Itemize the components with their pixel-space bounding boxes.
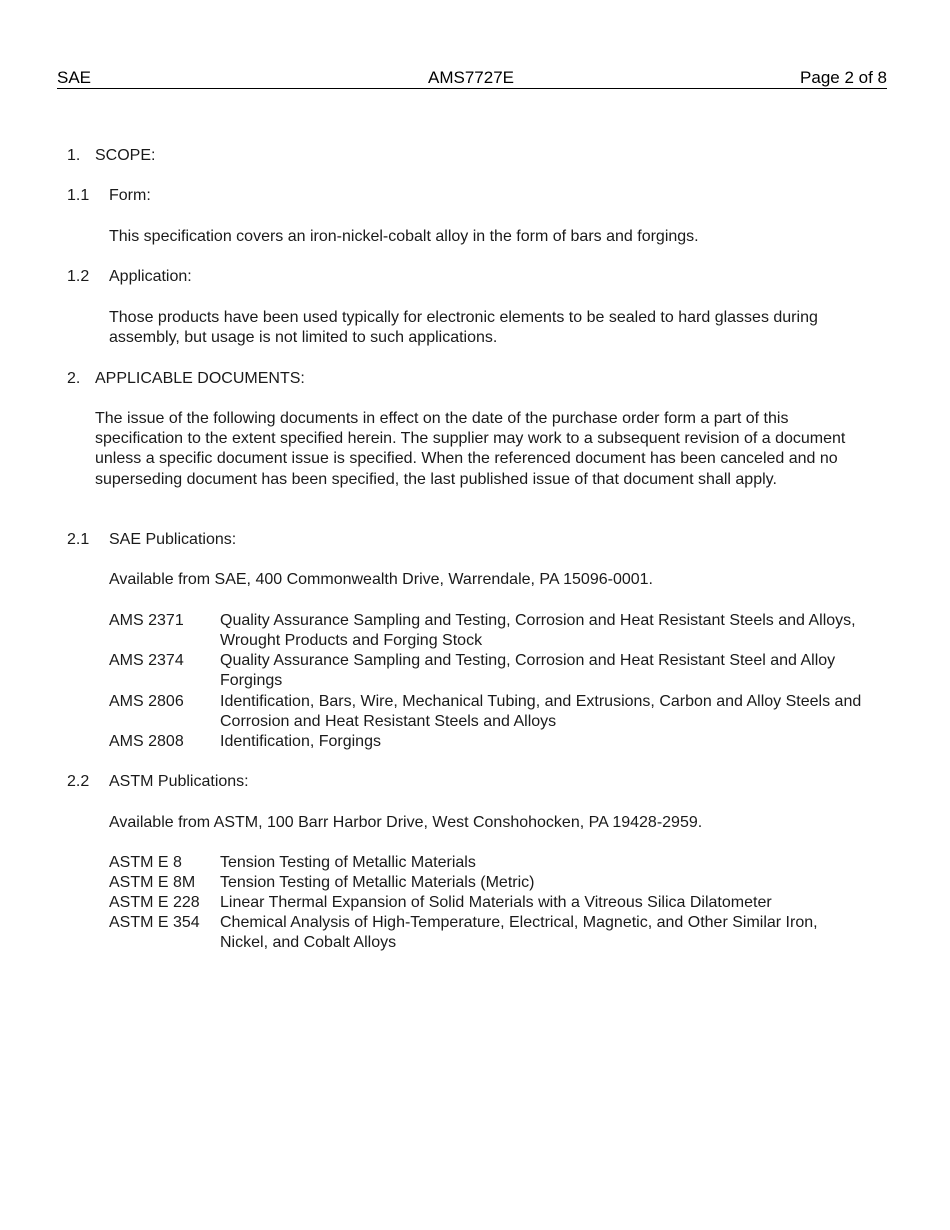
section-1-1-number: 1.1 xyxy=(67,187,90,204)
astm-availability: Available from ASTM, 100 Barr Harbor Drive, West Conshohocken, PA 19428-2959. xyxy=(109,814,703,831)
astm-doc-code: ASTM E 354 xyxy=(109,914,200,931)
astm-doc-title: Tension Testing of Metallic Materials xyxy=(220,854,476,871)
sae-doc-title: Quality Assurance Sampling and Testing, Corrosion and Heat Resistant Steel and Alloy Forgings xyxy=(220,652,836,690)
sae-doc-title: Quality Assurance Sampling and Testing, Corrosion and Heat Resistant Steels and Alloys, Wrought Products and Forging Stock xyxy=(220,612,856,650)
sae-doc-title: Identification, Forgings xyxy=(220,733,381,750)
sae-doc-title: Identification, Bars, Wire, Mechanical Tubing, and Extrusions, Carbon and Alloy Steels and Corrosion and Heat Resistant Steels and Alloys xyxy=(220,693,862,731)
sae-doc-code: AMS 2371 xyxy=(109,612,184,629)
section-1-2-number: 1.2 xyxy=(67,268,90,285)
section-2-2-heading: ASTM Publications: xyxy=(109,773,249,790)
astm-doc-title: Tension Testing of Metallic Materials (Metric) xyxy=(220,874,535,891)
sae-doc-code: AMS 2374 xyxy=(109,652,184,669)
section-2-1-number: 2.1 xyxy=(67,531,90,548)
page-header xyxy=(57,68,887,89)
sae-doc-code: AMS 2808 xyxy=(109,733,184,750)
section-2-number: 2. xyxy=(67,370,81,387)
section-2-2-number: 2.2 xyxy=(67,773,90,790)
astm-doc-title: Linear Thermal Expansion of Solid Materials with a Vitreous Silica Dilatometer xyxy=(220,894,772,911)
astm-doc-code: ASTM E 8 xyxy=(109,854,182,871)
section-1-number: 1. xyxy=(67,147,81,164)
section-2-heading: APPLICABLE DOCUMENTS: xyxy=(95,370,305,387)
header-org: SAE xyxy=(57,68,92,87)
astm-doc-code: ASTM E 8M xyxy=(109,874,196,891)
sae-availability: Available from SAE, 400 Commonwealth Drive, Warrendale, PA 15096-0001. xyxy=(109,571,653,588)
header-page-number: Page 2 of 8 xyxy=(800,68,887,87)
astm-doc-title: Chemical Analysis of High-Temperature, Electrical, Magnetic, and Other Similar Iron, Nickel, and Cobalt Alloys xyxy=(220,914,818,952)
section-1-1-text: This specification covers an iron-nickel-cobalt alloy in the form of bars and forgings. xyxy=(109,228,699,245)
sae-doc-code: AMS 2806 xyxy=(109,693,184,710)
section-1-1-heading: Form: xyxy=(109,187,151,204)
section-2-1-heading: SAE Publications: xyxy=(109,531,237,548)
section-1-2-heading: Application: xyxy=(109,268,192,285)
header-doc-number: AMS7727E xyxy=(428,68,514,87)
section-2-intro: The issue of the following documents in effect on the date of the purchase order form a part of this specification to the extent specified herein. The supplier may work to a subsequent revision of a document unless a specific document issue is specified. When the referenced document has been canceled and no superseding document has been specified, the last published issue of that document shall apply. xyxy=(95,410,846,488)
section-1-2-text: Those products have been used typically for electronic elements to be sealed to hard glasses during assembly, but usage is not limited to such applications. xyxy=(109,309,818,347)
section-1-heading: SCOPE: xyxy=(95,147,156,164)
astm-doc-code: ASTM E 228 xyxy=(109,894,200,911)
